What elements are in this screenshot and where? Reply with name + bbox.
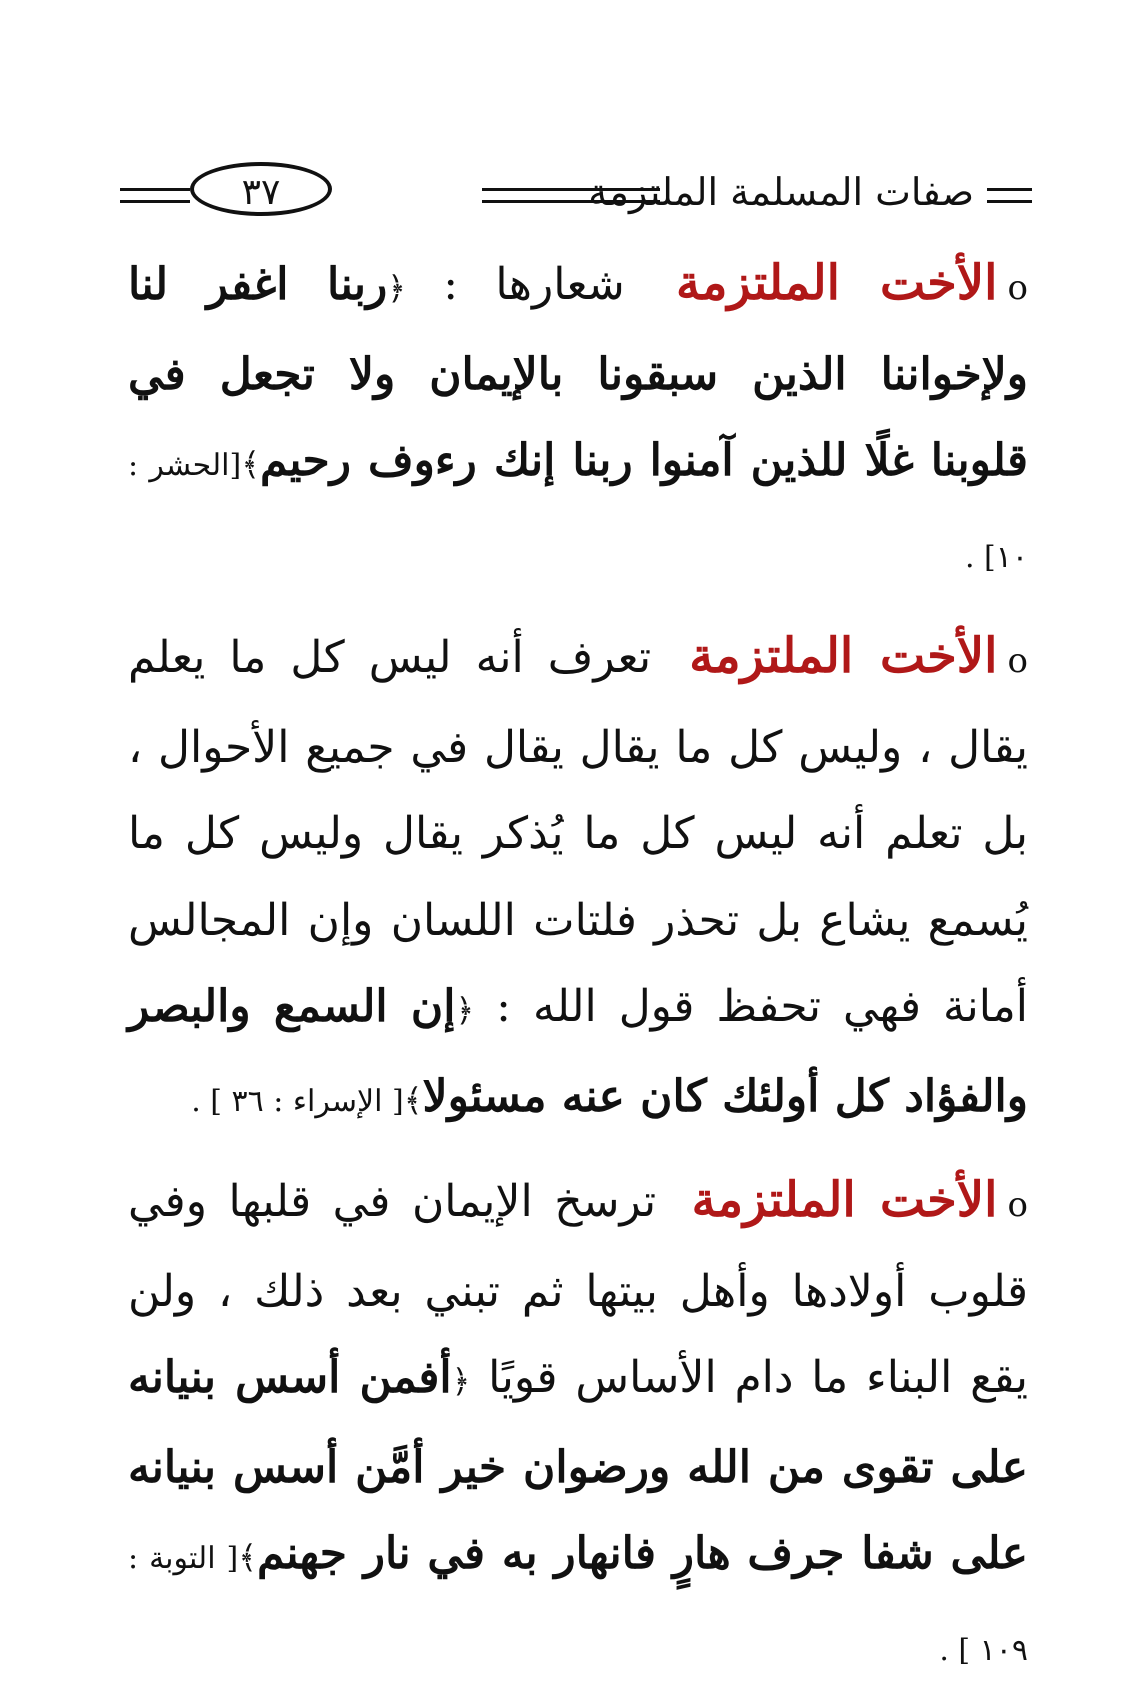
page-header [120, 158, 1032, 230]
bullet-marker: o [1007, 268, 1028, 308]
paragraph [128, 613, 1028, 1145]
paragraph [128, 240, 1028, 601]
verse-reference: [ التوبة : ١٠٩ ] . [128, 1541, 1028, 1668]
section-label: الأخت الملتزمة [675, 255, 998, 311]
quran-close-bracket: ﴾ [403, 1080, 423, 1119]
verse-reference: [الحشر : ١٠] . [128, 448, 1028, 575]
paragraph-text: شعارها : [443, 259, 625, 310]
quran-verse: ربنا اغفر لنا ولإخواننا الذين سبقونا بالإيمان ولا تجعل في قلوبنا غلًا للذين آمنوا ربنا إنك رءوف رحيم [128, 259, 1028, 486]
running-title: صفات المسلمة الملتزمة [588, 170, 974, 214]
header-rule-left [120, 188, 190, 203]
quran-close-bracket: ﴾ [238, 1538, 257, 1576]
section-label: الأخت الملتزمة [691, 1172, 998, 1228]
quran-open-bracket: ﴿ [455, 991, 475, 1029]
quran-open-bracket: ﴿ [451, 1362, 471, 1400]
quran-open-bracket: ﴿ [387, 269, 406, 307]
bullet-marker: o [1007, 641, 1028, 681]
paragraph-text: تعرف أنه ليس كل ما يعلم يقال ، وليس كل ما يقال يقال في جميع الأحوال ، بل تعلم أنه ليس كل ما يُذكر يقال وليس كل ما يُسمع يشاع بل تحذر فلتات اللسان وإن المجالس أمانة فهي تحفظ قول الله : [128, 632, 1028, 1032]
quran-verse: إن السمع والبصر والفؤاد كل أولئك كان عنه مسئولا [128, 981, 1028, 1122]
bullet-marker: o [1007, 1185, 1028, 1225]
header-rule-right [987, 188, 1032, 203]
paragraph [128, 1157, 1028, 1694]
page-body [128, 240, 1028, 1706]
header-rule-middle [482, 188, 660, 203]
verse-reference: [ الإسراء : ٣٦ ] . [191, 1083, 404, 1119]
page-number: ٣٧ [190, 162, 332, 216]
quran-verse: أفمن أسس بنيانه على تقوى من الله ورضوان خير أمَّن أسس بنيانه على شفا جرف هارٍ فانهار به في نار جهنم [128, 1352, 1029, 1579]
section-label: الأخت الملتزمة [689, 628, 998, 684]
paragraph-text: ترسخ الإيمان في قلبها وفي قلوب أولادها وأهل بيتها ثم تبني بعد ذلك ، ولن يقع البناء ما دام الأساس قويًا [128, 1176, 1028, 1403]
quran-close-bracket: ﴾ [241, 445, 260, 483]
